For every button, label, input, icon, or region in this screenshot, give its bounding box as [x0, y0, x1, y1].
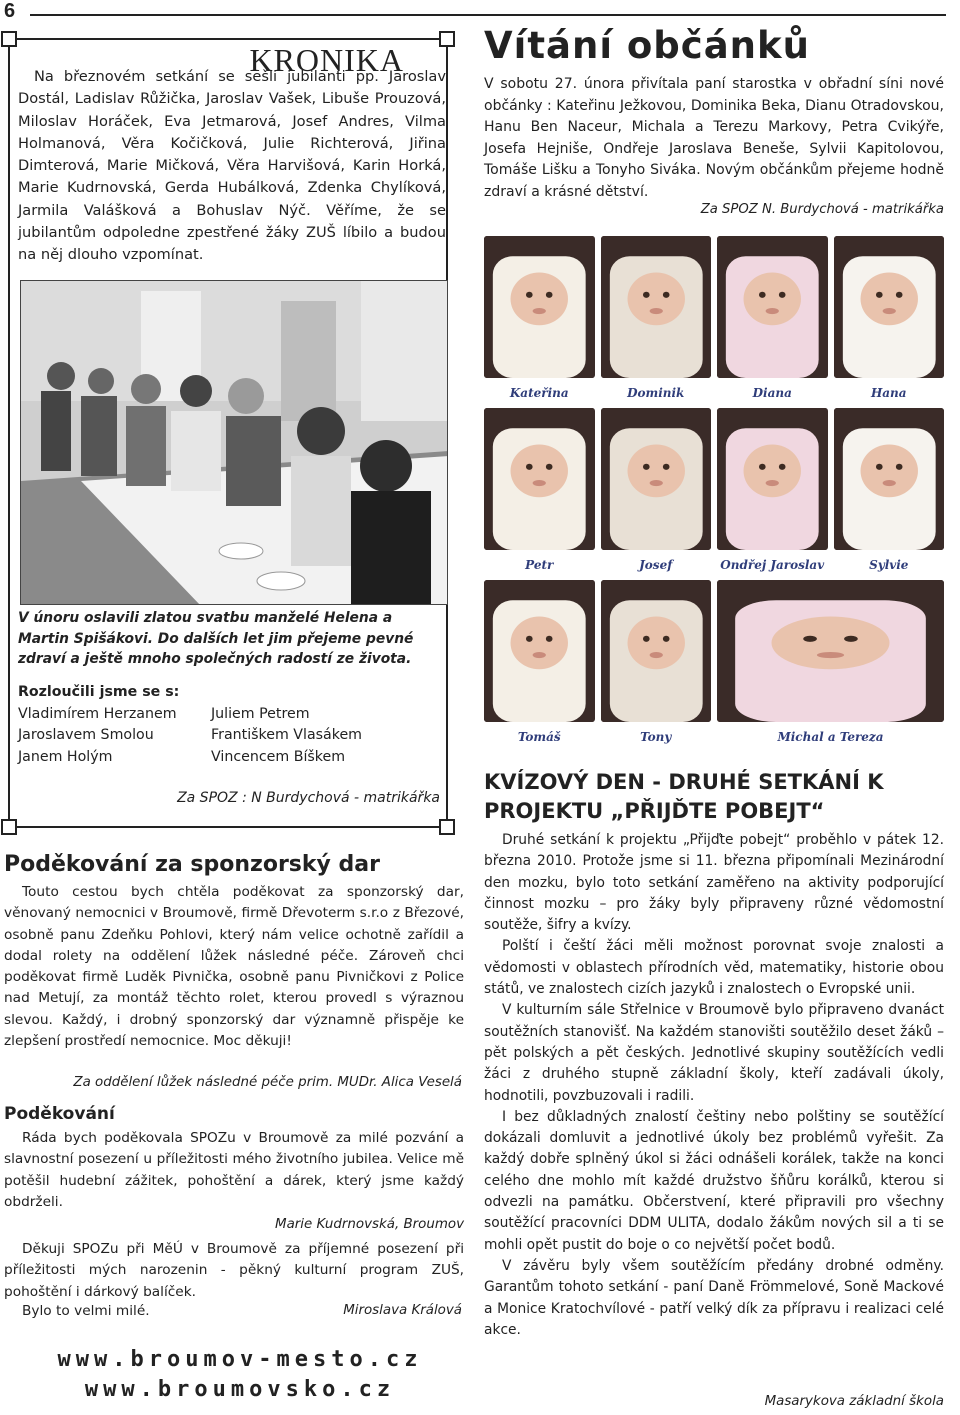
quiz-article [484, 830, 944, 1341]
baby-photo-image [484, 408, 595, 550]
baby-photo-image [717, 408, 828, 550]
baby-card [717, 408, 828, 580]
farewell-name: Vladimírem Herzanem [18, 705, 177, 722]
baby-card [601, 580, 712, 752]
welcome-text: V sobotu 27. února přivítala paní starostka v obřadní síni nové občánky : Kateřinu Ježkovou, Dominika Beka, Dianu Otradovskou, Hanu Ben Naceur, Michala a Terezu Markovy, Petra Cvikýře, Josefa Hejniše, Ondřeje Jaroslava Beneše, Sylvii Kapitolovou, Tomáše Lišku a Tonyho Siváka. Novým občánkům přejeme hodně zdraví a krásné dětství. [484, 76, 944, 200]
baby-photo [484, 580, 595, 722]
baby-photo-image [834, 408, 945, 550]
thanks-text: Ráda bych poděkovala SPOZu v Broumově za milé pozvání a slavnostní posezení u příležitosti mého životního jubilea. Velice mě potěšil hudební zážitek, pohoštění a dárek, který jsme každý obdrželi. [4, 1130, 464, 1210]
quiz-paragraph: Druhé setkání k projektu „Přijďte pobejt“ proběhlo v pátek 12. března 2010. Protože jsme si 11. března připomínali Mezinárodní den mozku, bylo toto setkání zaměřeno na aktivity podporující činnost mozku – pro žáky byly připraveny různé vědomostní soutěže, šifry a kvízy. [484, 832, 944, 934]
baby-photo [484, 236, 595, 378]
kronika-box [8, 38, 448, 828]
welcome-signature: Za SPOZ N. Burdychová - matrikářka [700, 202, 944, 217]
baby-photo-image [601, 580, 712, 722]
farewell-name: Juliem Petrem [211, 705, 310, 722]
baby-card [484, 580, 595, 752]
farewell-name: Františkem Vlasákem [211, 727, 362, 743]
baby-photo [717, 236, 828, 378]
baby-name: Tony [640, 730, 672, 744]
sponsor-heading: Poděkování za sponzorský dar [4, 852, 380, 877]
quiz-paragraph: V závěru byly všem soutěžícím předány drobné odměny. Garantům tohoto setkání - paní Daně Frömmelové, Soně Mackové a Monice Kratochvílové - patří velký dík za přípravu i realizaci celé akce. [484, 1257, 944, 1338]
jubilee-photo-image [21, 281, 448, 605]
baby-card [717, 580, 944, 752]
quiz-signature: Masarykova základní škola [764, 1394, 944, 1409]
thanks-signature: Marie Kudrnovská, Broumov [275, 1217, 464, 1232]
sponsor-signature: Za oddělení lůžek následné péče prim. MUDr. Alica Veselá [73, 1075, 462, 1090]
thanks-heading: Poděkování [4, 1104, 115, 1124]
baby-photo [601, 236, 712, 378]
baby-name: Tomáš [517, 730, 561, 744]
baby-photo-grid [484, 236, 944, 752]
farewell-section [18, 682, 446, 768]
frame-corner [439, 819, 455, 835]
sponsor-text: Touto cestou bych chtěla poděkovat za sponzorský dar, věnovaný nemocnici v Broumově, firmě Dřevoterm s.r.o z Březové, osobně panu Zdeňku Pohlovi, který nám velice ochotně zařídil a dodal rolety na oddělení lůžek následné péče. Zároveň chci poděkovat firmě Luděk Pivnička, osobně panu Pivničkovi z Police nad Metují, za montáž těchto rolet, kterou provedl s výraznou slevou. Každý, i drobný sponzorský dar významně přispěje ke zlepšení prostředí nemocnice. Moc děkuji! [4, 884, 464, 1050]
welcome-heading: Vítání občánků [484, 24, 810, 67]
page-number: 6 [4, 0, 16, 22]
baby-row [484, 236, 944, 408]
baby-name: Sylvie [869, 558, 909, 572]
quiz-paragraph: I bez důkladných znalostí češtiny nebo polštiny se soutěžící dokázali domluvit a jednotlivé úkoly bez problémů vyřešit. Za každý dobře splněný úkol si žáci odnášeli korálek, takže na konci celého dne mohlo mít každé družstvo šňůru korálků, kterou si odvezli na památku. Občerstvení, které připravili pro všechny soutěžící pracovníci DDM ULITA, dodalo žákům nových sil a ti se mohli opět pustit do boje o co největší počet bodů. [484, 1108, 944, 1253]
baby-photo-image [717, 236, 828, 378]
top-rule [30, 14, 946, 16]
golden-wedding-caption: V únoru oslavili zlatou svatbu manželé Helena a Martin Spišákovi. Do dalších let jim přejeme pevné zdraví a ještě mnoho společných radostí ze života. [18, 610, 414, 667]
baby-row [484, 580, 944, 752]
thanks-closing [22, 1303, 464, 1319]
farewell-title: Rozloučili jsme se s: [18, 684, 180, 700]
baby-photo [601, 408, 712, 550]
website-link[interactable]: www.broumovsko.cz [84, 1377, 396, 1402]
baby-photo [834, 236, 945, 378]
website-link[interactable]: www.broumov-mesto.cz [57, 1347, 423, 1372]
baby-photo-image [601, 236, 712, 378]
baby-photo-image [484, 580, 595, 722]
baby-name: Ondřej Jaroslav [720, 558, 825, 572]
baby-photo [717, 408, 828, 550]
baby-photo-image [601, 408, 712, 550]
quiz-heading: KVÍZOVÝ DEN - DRUHÉ SETKÁNÍ K PROJEKTU „PŘIJĎTE POBEJT“ [484, 770, 884, 823]
baby-card [834, 236, 945, 408]
farewell-name: Janem Holým [18, 748, 113, 765]
baby-name: Diana [752, 386, 792, 400]
thanks-signature: Miroslava Králová [343, 1303, 462, 1318]
baby-name: Josef [639, 558, 673, 572]
baby-name: Michal a Tereza [777, 730, 884, 744]
baby-card [484, 236, 595, 408]
quiz-paragraph: Polští i čeští žáci měli možnost porovnat svoje znalosti a vědomosti v oblastech přírodních věd, matematiky, historie obou států, ve znalostech cizích jazyků i znalostech o Evropské unii. [484, 938, 944, 998]
jubilee-photo [20, 280, 448, 605]
thanks-closing-text: Bylo to velmi milé. [22, 1303, 150, 1319]
baby-card [484, 408, 595, 580]
baby-name: Petr [525, 558, 554, 572]
kronika-text: Na březnovém setkání se sešli jubilanti pp. Jaroslav Dostál, Ladislav Růžička, Jaroslav Vašek, Libuše Prouzová, Miloslav Horáček, Eva Jetmarová, Josef Andres, Vilma Holmanová, Věra Kočičková, Julie Richterová, Jiřina Dimterová, Marie Mičková, Věra Harvišová, Karin Horká, Marie Kudrnovská, Gerda Hubálková, Zdenka Chylíková, Jarmila Valášková a Bohuslav Nýč. Věříme, že se jubilantům odpoledne zpestřené žáky ZUŠ líbilo a budou na něj dlouho vzpomínat. [18, 68, 446, 264]
farewell-name: Jaroslavem Smolou [18, 727, 154, 743]
baby-photo [484, 408, 595, 550]
kronika-signature: Za SPOZ : N Burdychová - matrikářka [177, 790, 440, 806]
farewell-names [18, 704, 446, 769]
thanks-text: Děkuji SPOZu při MěÚ v Broumově za příjemné posezení při příležitosti mých narozenin - pěkný kulturní program ZUŠ, pohoštění i dárkový balíček. [4, 1241, 464, 1300]
baby-card [717, 236, 828, 408]
baby-row [484, 408, 944, 580]
baby-card [601, 236, 712, 408]
kronika-title: KRONIKA [243, 42, 410, 79]
website-links [20, 1345, 460, 1405]
farewell-name: Vincencem Bíškem [211, 748, 346, 765]
baby-photo [717, 580, 944, 722]
frame-corner [1, 819, 17, 835]
baby-photo [601, 580, 712, 722]
baby-photo [834, 408, 945, 550]
baby-photo-image [834, 236, 945, 378]
quiz-paragraph: V kulturním sále Střelnice v Broumově bylo připraveno dvanáct soutěžních stanovišť. Na každém stanovišti soutěžilo deset žáků – pět polských a pět českých. Jednotlivé skupiny soutěžících vedli žáci z druhého stupně základní školy, kteří zadávali úkoly, hodnotili, povzbuzovali i radili. [484, 1002, 944, 1104]
baby-name: Hana [870, 386, 907, 400]
baby-card [601, 408, 712, 580]
baby-name: Kateřina [509, 386, 569, 400]
baby-photo-image [717, 580, 944, 722]
baby-name: Dominik [627, 386, 685, 400]
frame-corner [439, 31, 455, 47]
frame-corner [1, 31, 17, 47]
baby-card [834, 408, 945, 580]
baby-photo-image [484, 236, 595, 378]
